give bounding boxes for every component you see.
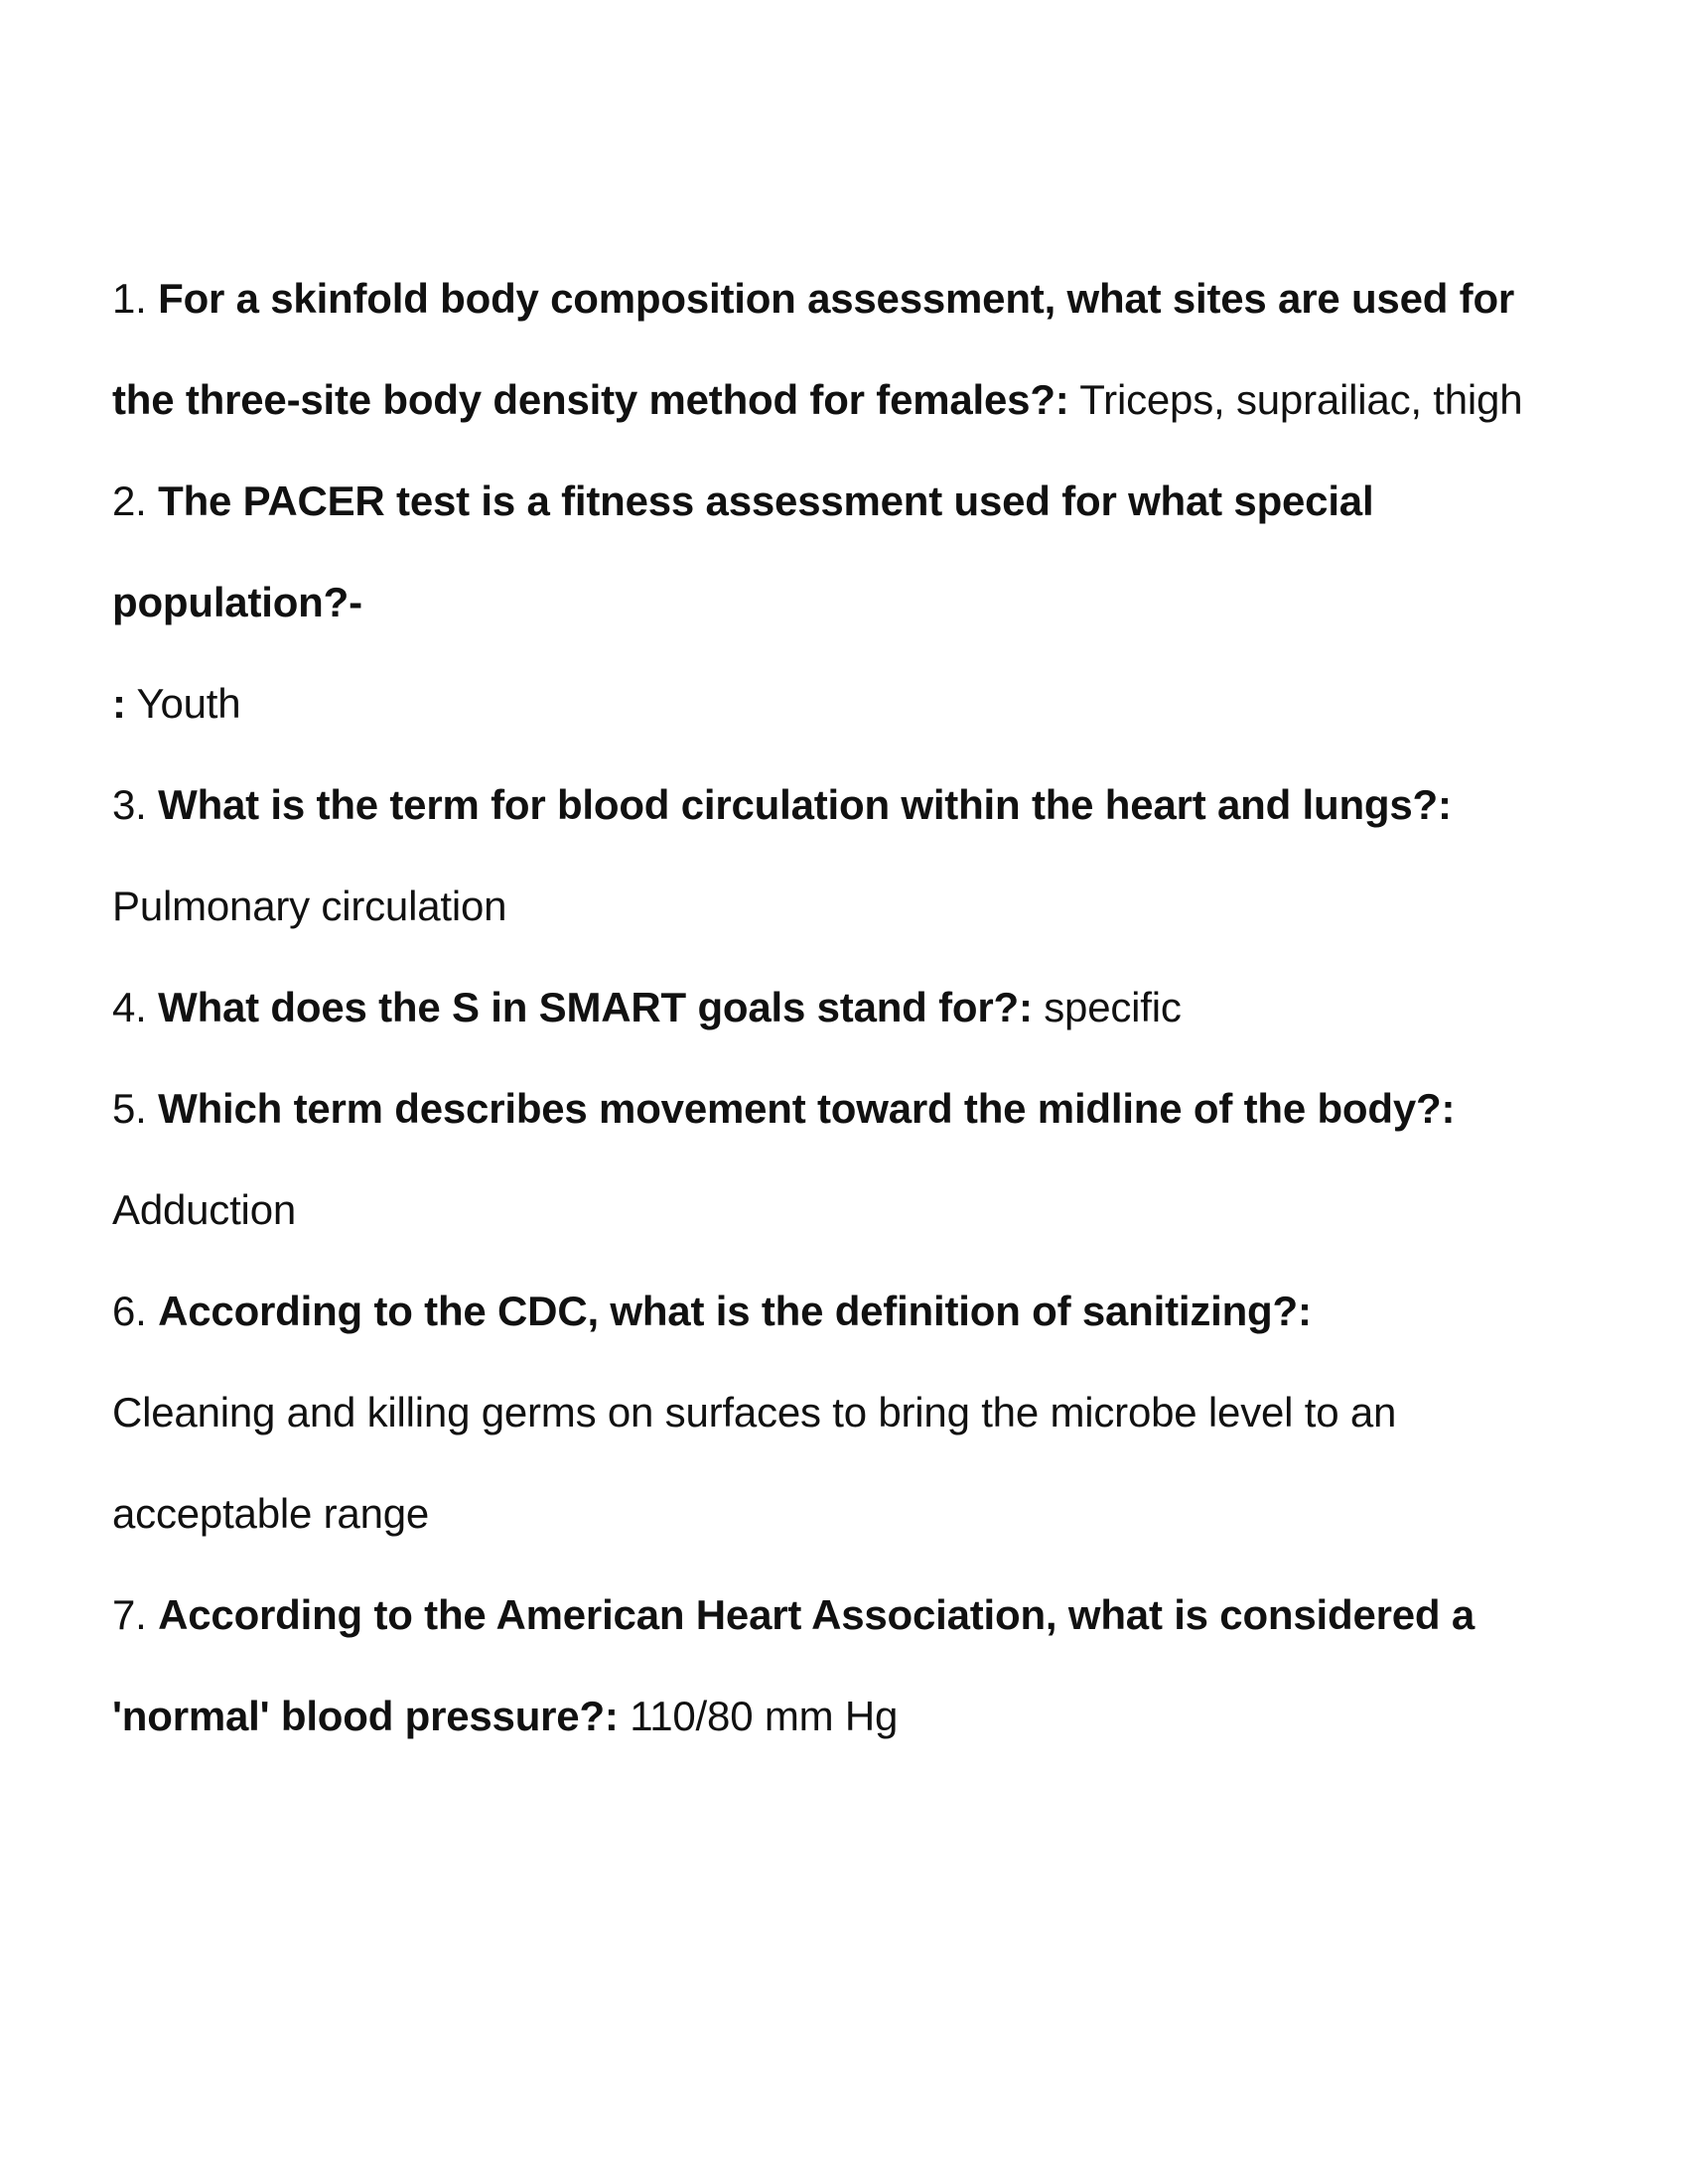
question-number: 6. bbox=[112, 1288, 147, 1334]
question-text: For a skinfold body composition assessment, what sites are used for the three-site body density method for females?: bbox=[112, 275, 1515, 423]
question-item-1 bbox=[112, 248, 1582, 451]
question-item-6 bbox=[112, 1261, 1582, 1565]
question-item-7 bbox=[112, 1565, 1582, 1767]
question-number: 7. bbox=[112, 1591, 147, 1638]
answer-text: Adduction bbox=[112, 1186, 297, 1233]
answer-line bbox=[112, 653, 1582, 754]
answer-text: specific bbox=[1044, 984, 1182, 1030]
question-number: 3. bbox=[112, 781, 147, 828]
question-text: According to the American Heart Association, what is considered a 'normal' blood pressure?: bbox=[112, 1591, 1475, 1739]
document-page bbox=[112, 248, 1582, 1767]
question-text: The PACER test is a fitness assessment used for what special population?- bbox=[112, 478, 1374, 625]
question-item-4 bbox=[112, 957, 1582, 1058]
answer-text: 110/80 mm Hg bbox=[630, 1693, 899, 1739]
question-item-5 bbox=[112, 1058, 1582, 1261]
question-item-3 bbox=[112, 754, 1582, 957]
answer-text: Youth bbox=[136, 680, 241, 727]
answer-text: Pulmonary circulation bbox=[112, 883, 507, 929]
question-item-2 bbox=[112, 451, 1582, 754]
answer-text: Triceps, suprailiac, thigh bbox=[1079, 376, 1523, 423]
question-number: 1. bbox=[112, 275, 147, 322]
question-text: Which term describes movement toward the midline of the body?: bbox=[158, 1085, 1456, 1132]
answer-text: Cleaning and killing germs on surfaces to bring the microbe level to an acceptable range bbox=[112, 1389, 1397, 1537]
question-number: 2. bbox=[112, 478, 147, 524]
question-text: What does the S in SMART goals stand for?: bbox=[158, 984, 1033, 1030]
answer-separator: : bbox=[112, 680, 126, 727]
question-text: What is the term for blood circulation within the heart and lungs?: bbox=[158, 781, 1452, 828]
question-number: 4. bbox=[112, 984, 147, 1030]
question-text: According to the CDC, what is the definition of sanitizing?: bbox=[158, 1288, 1312, 1334]
question-number: 5. bbox=[112, 1085, 147, 1132]
